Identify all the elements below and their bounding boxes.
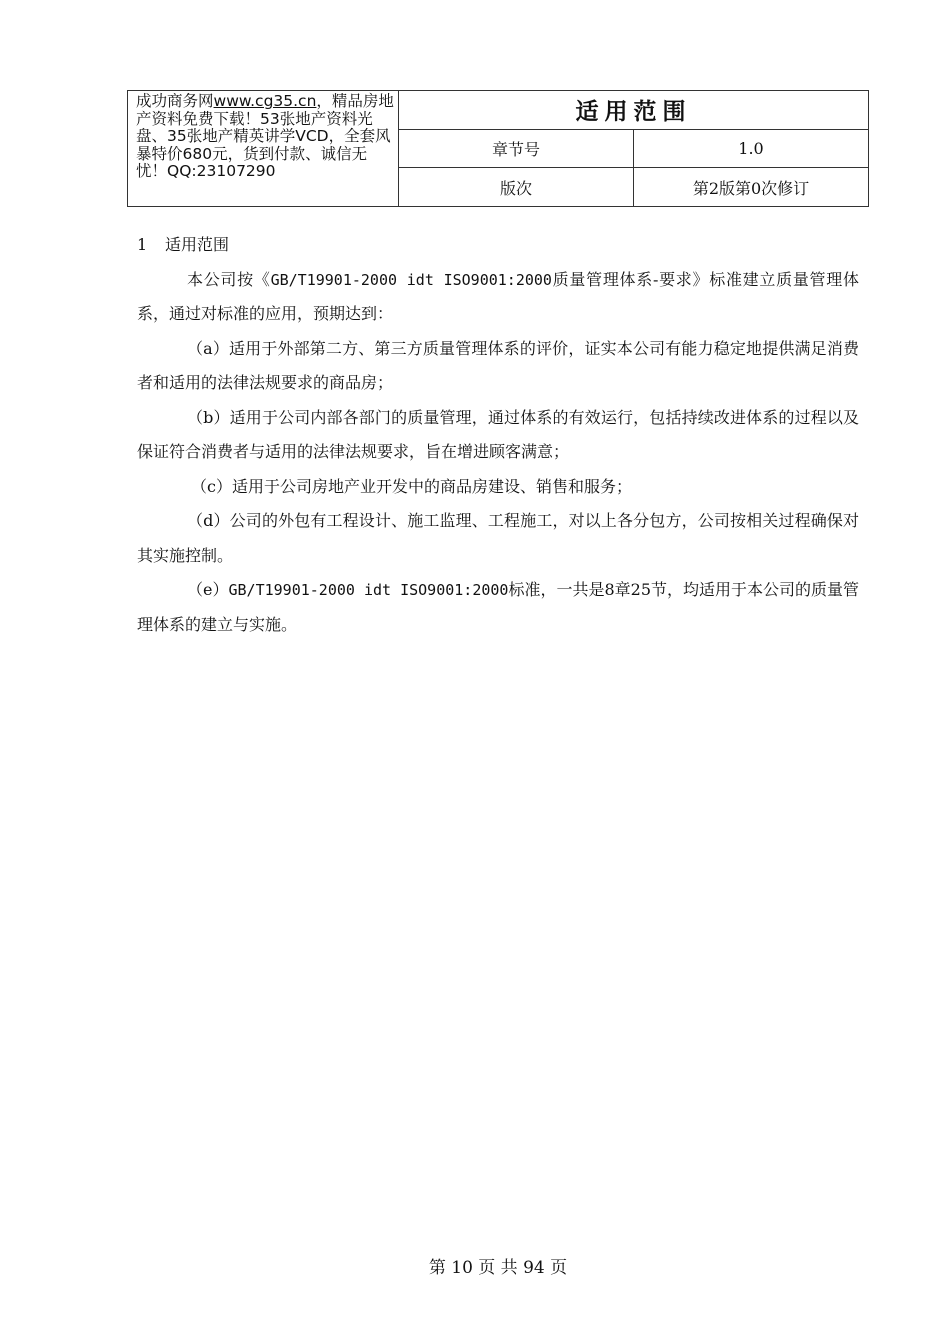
chapter-value: 1.0 <box>634 129 869 168</box>
version-value: 第2版第0次修订 <box>634 168 869 207</box>
chapter-label: 章节号 <box>399 129 634 168</box>
promo-text-cell <box>128 91 399 207</box>
promo-prefix: 成功商务网 <box>136 92 214 110</box>
version-label: 版次 <box>399 168 634 207</box>
section-title: 适用范围 <box>165 235 230 254</box>
document-header-table <box>127 90 869 207</box>
item-d-paragraph: （d）公司的外包有工程设计、施工监理、工程施工，对以上各分包方，公司按相关过程确保对其实施控制。 <box>137 511 859 565</box>
intro-text-end: 质量管理体系-要求》标准建立质量管理体系，通过对标准的应用，预期达到： <box>137 269 859 323</box>
item-e-paragraph <box>137 573 859 642</box>
section-heading <box>137 228 859 263</box>
item-c-paragraph: （c）适用于公司房地产业开发中的商品房建设、销售和服务； <box>191 476 632 496</box>
item-e-standard-code: GB/T19901-2000 idt ISO9001:2000 <box>228 581 509 599</box>
intro-text-start: 本公司按《 <box>187 269 271 289</box>
promo-link[interactable]: www.cg35.cn <box>213 92 317 110</box>
section-number: 1 <box>137 235 148 254</box>
item-b-paragraph: （b）适用于公司内部各部门的质量管理，通过体系的有效运行，包括持续改进体系的过程以及保证符合消费者与适用的法律法规要求，旨在增进顾客满意； <box>137 407 859 461</box>
document-title: 适用范围 <box>399 91 869 130</box>
item-e-prefix: （e） <box>187 580 229 599</box>
item-e-text: 标准，一共是8章25节，均适用于本公司的质量管理体系的建立与实施。 <box>137 580 859 634</box>
intro-paragraph <box>137 263 859 332</box>
document-body <box>137 228 859 642</box>
promo-suffix: ，精品房地产资料免费下载！53张地产资料光盘、35张地产精英讲学VCD，全套风暴特价680元，货到付款、诚信无忧！QQ:23107290 <box>136 92 394 180</box>
intro-standard-code: GB/T19901-2000 idt ISO9001:2000 <box>270 270 552 289</box>
item-a-paragraph: （a）适用于外部第二方、第三方质量管理体系的评价，证实本公司有能力稳定地提供满足消费者和适用的法律法规要求的商品房； <box>137 338 859 392</box>
page-footer: 第 10 页 共 94 页 <box>428 1258 568 1278</box>
